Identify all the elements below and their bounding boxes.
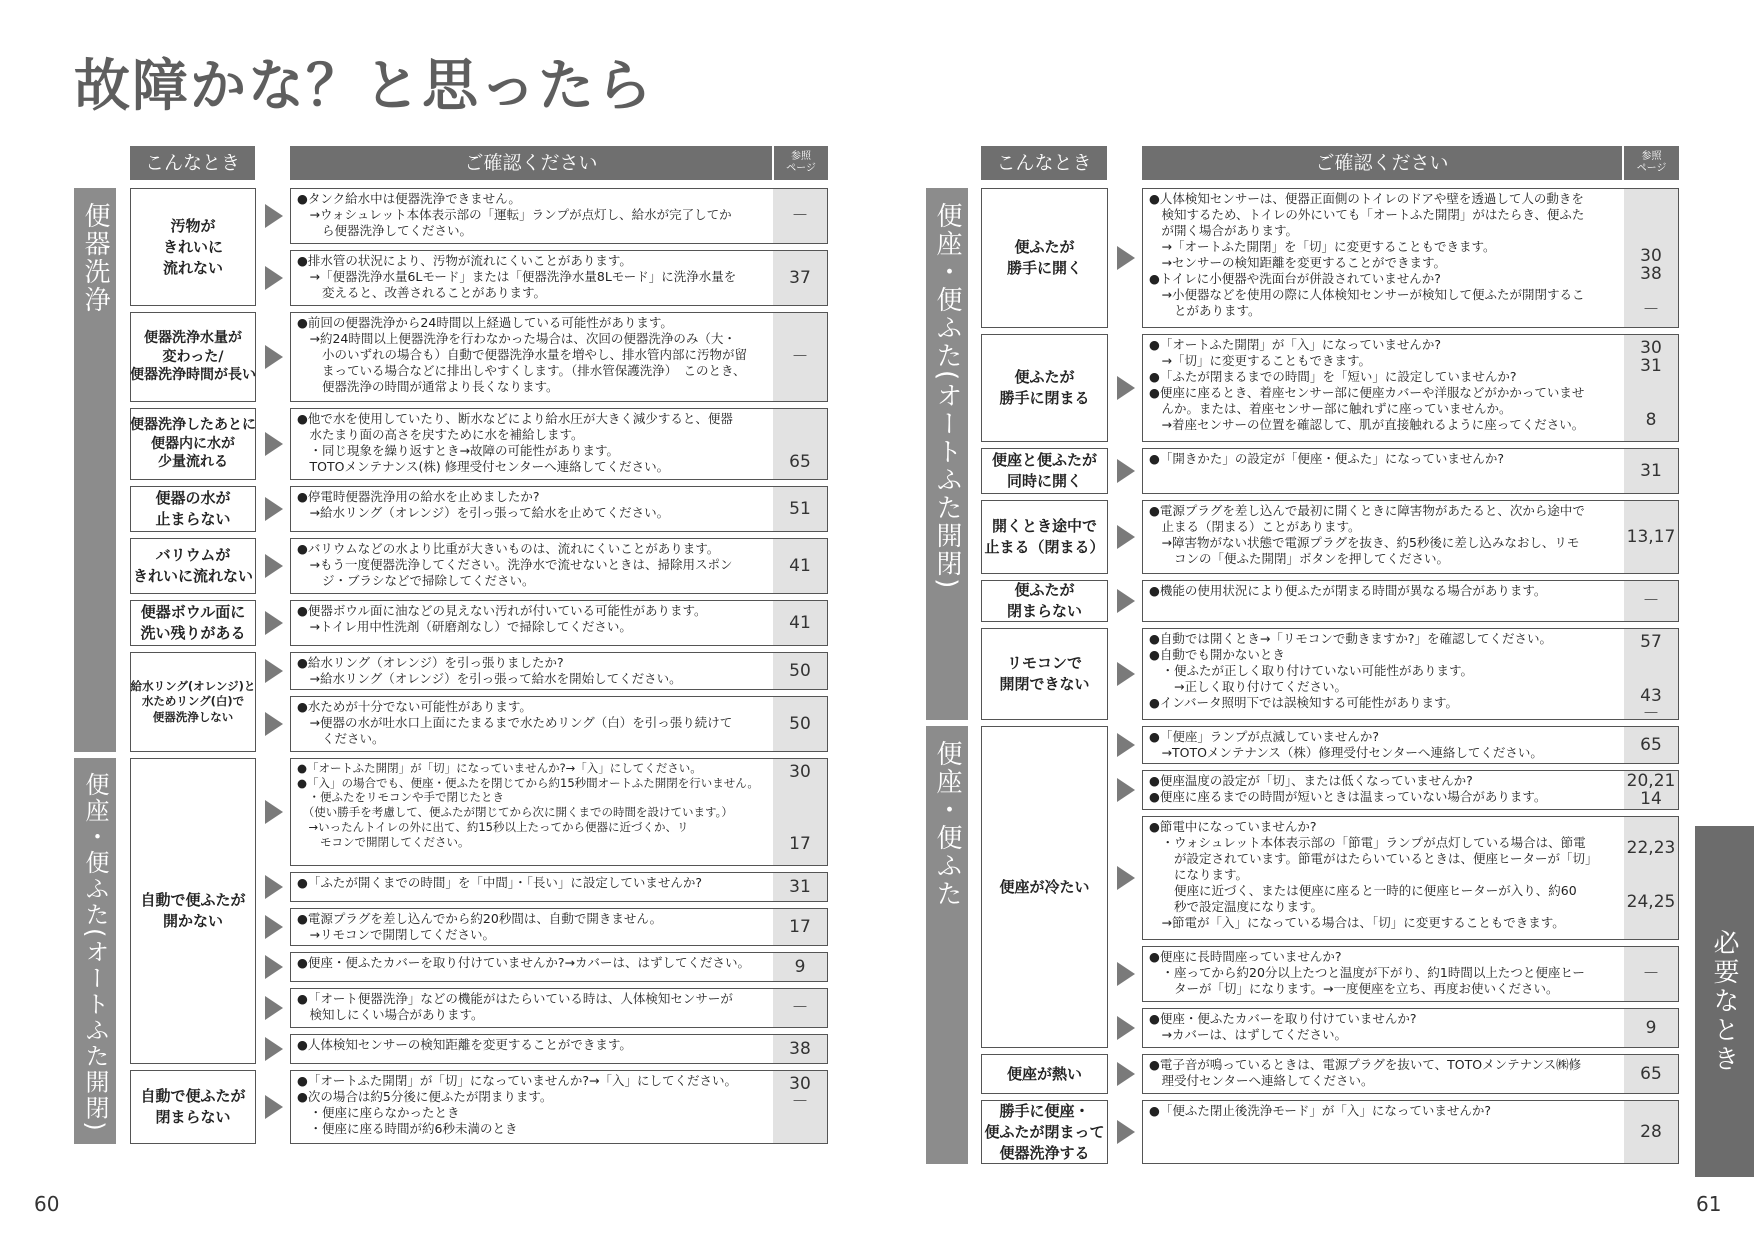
side-tab (1695, 826, 1754, 1177)
check-text: ●便座・便ふたカバーを取り付けていませんか? →カバーは、はずしてください。 (1149, 1011, 1417, 1042)
arrow-icon (1117, 525, 1135, 549)
check-text: ●「開きかた」の設定が「便座・便ふた」になっていませんか? (1149, 451, 1505, 466)
category-cat-seat-lid (926, 726, 968, 1164)
check-row (1142, 1054, 1679, 1094)
reference-page: － (773, 313, 827, 401)
reference-page: 20,21 14 (1624, 771, 1678, 809)
arrow-icon (1117, 246, 1135, 270)
reference-page: 57 43 － (1624, 629, 1678, 719)
reference-page: 31 (1624, 449, 1678, 493)
reference-page: 9 (1624, 1009, 1678, 1047)
reference-page: 22,23 24,25 (1624, 817, 1678, 939)
category-label: 便座・便ふた(オートふた開閉) (81, 772, 109, 1133)
arrow-icon (265, 611, 283, 635)
reference-page: 50 (773, 697, 827, 751)
category-cat-toilet-flush (74, 188, 116, 752)
check-text: ●「オートふた開閉」が「切」になっていませんか?→「入」にしてください。 ●次の場合は約5分後に便ふたが閉まります。 ・便座に座らなかったとき ・便座に座る時間が約6秒未満のとき (297, 1073, 738, 1136)
arrow-icon (1117, 962, 1135, 986)
arrow-icon (265, 1037, 283, 1061)
reference-page: 41 (773, 601, 827, 645)
check-row (1142, 770, 1679, 810)
check-text: ●「便座」ランプが点滅していませんか? →TOTOメンテナンス（株）修理受付センターへ連絡してください。 (1149, 729, 1543, 760)
symptom-cell: 開くとき途中で 止まる（閉まる） (981, 500, 1108, 574)
check-row (1142, 816, 1679, 940)
check-text: ●便座に長時間座っていませんか? ・座ってから約20分以上たつと温度が下がり、約1時間以上たつと便座ヒー ターが「切」になります。→一度便座を立ち、再度お使いください。 (1149, 949, 1585, 996)
arrow-icon (265, 955, 283, 979)
check-text: ●人体検知センサーの検知距離を変更することができます。 (297, 1037, 632, 1052)
reference-page: 30 31 8 (1624, 335, 1678, 441)
symptom-cell: 便器の水が 止まらない (130, 486, 256, 532)
check-row (290, 908, 828, 946)
symptom-cell: バリウムが きれいに流れない (130, 538, 256, 594)
check-text: ●電源プラグを差し込んで最初に開くときに障害物があたると、次から途中で 止まる（閉まる）ことがあります。 →障害物がない状態で電源プラグを抜き、約5秒後に差し込みなおし、リモ コンの「便ふた開閉」ボタンを押してください。 (1149, 503, 1585, 566)
check-text: ●排水管の状況により、汚物が流れにくいことがあります。 →「便器洗浄水量6Lモード」または「便器洗浄水量8Lモード」に洗浄水量を 変えると、改善されることがあります。 (297, 253, 737, 300)
check-text: ●便座・便ふたカバーを取り付けていませんか?→カバーは、はずしてください。 (297, 955, 751, 970)
check-text: ●タンク給水中は便器洗浄できません。 →ウォシュレット本体表示部の「運転」ランプが点灯し、給水が完了してか ら便器洗浄してください。 (297, 191, 732, 238)
check-row (1142, 1100, 1679, 1164)
check-text: ●人体検知センサーは、便器正面側のトイレのドアや壁を透過して人の動きを 検知するため、トイレの外にいても「オートふた開閉」がはたらき、便ふた が開く場合があります。 →「オートふた開閉」を「切」に変更することもできます。 →センサーの検知距離を変更することができます。 ●トイレに小便器や洗面台が併設されていませんか? →小便器などを使用の際に人体検知センサーが検知して便ふたが開閉するこ とがあります。 (1149, 191, 1585, 318)
header-check-right: ご確認ください (1142, 146, 1622, 180)
check-text: ●便座温度の設定が「切」、または低くなっていませんか? ●便座に座るまでの時間が短いときは温まっていない場合があります。 (1149, 773, 1547, 804)
symptom-cell: 便座が熱い (981, 1054, 1108, 1094)
check-row (1142, 1008, 1679, 1048)
arrow-icon (265, 345, 283, 369)
check-row (1142, 448, 1679, 494)
check-text: ●便器ボウル面に油などの見えない汚れが付いている可能性があります。 →トイレ用中性洗剤（研磨剤なし）で掃除してください。 (297, 603, 707, 634)
page-number-right: 61 (1696, 1192, 1722, 1216)
check-row (1142, 580, 1679, 622)
check-row (290, 188, 828, 244)
symptom-cell: 便座と便ふたが 同時に開く (981, 448, 1108, 494)
category-cat-seat-lid-auto (74, 758, 116, 1144)
check-text: ●「便ふた閉止後洗浄モード」が「入」になっていませんか? (1149, 1103, 1492, 1118)
reference-page: 65 (1624, 727, 1678, 763)
symptom-cell: 自動で便ふたが 開かない (130, 758, 256, 1064)
reference-page: 41 (773, 539, 827, 593)
symptom-cell: 便ふたが 勝手に閉まる (981, 334, 1108, 442)
arrow-icon (265, 266, 283, 290)
arrow-icon (265, 1095, 283, 1119)
arrow-icon (1117, 1062, 1135, 1086)
check-row (1142, 188, 1679, 328)
symptom-cell: 便ふたが 閉まらない (981, 580, 1108, 622)
check-row (1142, 946, 1679, 1002)
arrow-icon (265, 712, 283, 736)
reference-page: 37 (773, 251, 827, 305)
category-cat-seat-lid-auto-r (926, 188, 968, 720)
reference-page: 30 17 (773, 759, 827, 865)
arrow-icon (265, 800, 283, 824)
reference-page: 17 (773, 909, 827, 945)
reference-page: 51 (773, 487, 827, 531)
check-text: ●水ためが十分でない可能性があります。 →便器の水が吐水口上面にたまるまで水ためリング（白）を引っ張り続けて ください。 (297, 699, 733, 746)
check-text: ●バリウムなどの水より比重が大きいものは、流れにくいことがあります。 →もう一度便器洗浄してください。洗浄水で流せないときは、掃除用スポン ジ・ブラシなどで掃除してください。 (297, 541, 733, 588)
arrow-icon (265, 554, 283, 578)
check-text: ●機能の使用状況により便ふたが閉まる時間が異なる場合があります。 (1149, 583, 1547, 598)
check-text: ●電源プラグを差し込んでから約20秒間は、自動で開きません。 →リモコンで開閉してください。 (297, 911, 663, 942)
check-row (290, 696, 828, 752)
check-text: ●「オート便器洗浄」などの機能がはたらいている時は、人体検知センサーが 検知しにくい場合があります。 (297, 991, 733, 1022)
arrow-icon (265, 497, 283, 521)
arrow-icon (265, 996, 283, 1020)
category-label: 便器洗浄 (80, 202, 110, 314)
check-row (290, 758, 828, 866)
symptom-cell: 便ふたが 勝手に開く (981, 188, 1108, 328)
reference-page: 65 (773, 409, 827, 479)
check-row (290, 486, 828, 532)
arrow-icon (1117, 376, 1135, 400)
side-tab-label: 必要なとき (1709, 929, 1739, 1074)
symptom-cell: 給水リング(オレンジ)と 水ためリング(白)で 便器洗浄しない (130, 652, 256, 752)
check-row (290, 872, 828, 902)
header-situation-left: こんなとき (130, 146, 255, 180)
check-row (1142, 500, 1679, 574)
check-text: ●自動では開くとき→「リモコンで動きますか?」を確認してください。 ●自動でも開かないとき ・便ふたが正しく取り付けていない可能性があります。 →正しく取り付けてください。 ●インバータ照明下では誤検知する可能性があります。 (1149, 631, 1553, 710)
reference-page: 9 (773, 953, 827, 981)
check-row (290, 1034, 828, 1064)
arrow-icon (265, 875, 283, 899)
reference-page: 13,17 (1624, 501, 1678, 573)
check-row (1142, 334, 1679, 442)
check-row (1142, 726, 1679, 764)
header-check-left: ご確認ください (290, 146, 772, 180)
reference-page: 28 (1624, 1101, 1678, 1163)
reference-page: － (773, 989, 827, 1027)
category-label: 便座・便ふた (932, 740, 962, 908)
arrow-icon (1117, 733, 1135, 757)
arrow-icon (265, 204, 283, 228)
check-row (290, 250, 828, 306)
arrow-icon (1117, 662, 1135, 686)
check-row (290, 652, 828, 690)
check-row (290, 952, 828, 982)
symptom-cell: 汚物が きれいに 流れない (130, 188, 256, 306)
arrow-icon (1117, 866, 1135, 890)
check-row (290, 988, 828, 1028)
check-row (290, 408, 828, 480)
reference-page: 30 38 － (1624, 189, 1678, 327)
check-text: ●「ふたが開くまでの時間」を「中間」・「長い」に設定していませんか? (297, 875, 703, 890)
symptom-cell: 便座が冷たい (981, 726, 1108, 1048)
reference-page: － (1624, 947, 1678, 1001)
check-row (290, 538, 828, 594)
arrow-icon (1117, 1120, 1135, 1144)
page-title: 故障かな？と思ったら (74, 54, 654, 119)
reference-page: 38 (773, 1035, 827, 1063)
reference-page: 30 － (773, 1071, 827, 1143)
header-ref-right: 参照 ページ (1624, 146, 1679, 180)
check-text: ●「オートふた開閉」が「入」になっていませんか? →「切」に変更することもできます。 ●「ふたが閉まるまでの時間」を「短い」に設定していませんか? ●便座に座るとき、着座センサー部に便座カバーや洋服などがかかっていませ んか。または、着座センサー部に触れずに座っていませんか。 →着座センサーの位置を確認して、肌が直接触れるように座ってください。 (1149, 337, 1585, 432)
arrow-icon (265, 659, 283, 683)
check-text: ●「オートふた開閉」が「切」になっていませんか?→「入」にしてください。 ●「入」の場合でも、便座・便ふたを閉じてから約15秒間オートふた開閉を行いません。 ・便ふたをリモコンや手で閉じたとき （使い勝手を考慮して、便ふたが閉じてから次に開くまでの時間を設けています。） →いったんトイレの外に出て、約15秒以上たってから便器に近づくか、リ モコンで開閉してください。 (297, 761, 759, 849)
arrow-icon (265, 432, 283, 456)
check-text: ●停電時便器洗浄用の給水を止めましたか? →給水リング（オレンジ）を引っ張って給水を止めてください。 (297, 489, 670, 520)
category-label: 便座・便ふた(オートふた開閉) (932, 202, 962, 591)
arrow-icon (1117, 459, 1135, 483)
header-situation-right: こんなとき (981, 146, 1107, 180)
reference-page: 50 (773, 653, 827, 689)
check-text: ●電子音が鳴っているときは、電源プラグを抜いて、TOTOメンテナンス㈱修 理受付センターへ連絡してください。 (1149, 1057, 1582, 1088)
check-text: ●節電中になっていませんか? ・ウォシュレット本体表示部の「節電」ランプが点灯している場合は、節電 が設定されています。節電がはたらいているときは、便座ヒーターが「切」 になります。 便座に近づく、または便座に座ると一時的に便座ヒーターが入り、約60 秒で設定温度になります。 →節電が「入」になっている場合は、「切」に変更することもできます。 (1149, 819, 1598, 930)
arrow-icon (1117, 778, 1135, 802)
arrow-icon (265, 915, 283, 939)
page-number-left: 60 (34, 1192, 60, 1216)
check-text: ●前回の便器洗浄から24時間以上経過している可能性があります。 →約24時間以上便器洗浄を行わなかった場合は、次回の便器洗浄のみ（大・ 小のいずれの場合も）自動で便器洗浄水量を増やし、排水管内部に汚物が留 まっている場合などに排出しやすくします。（排水管保護洗浄） このとき、 便器洗浄の時間が通常より長くなります。 (297, 315, 748, 394)
check-text: ●給水リング（オレンジ）を引っ張りましたか? →給水リング（オレンジ）を引っ張って給水を開始してください。 (297, 655, 682, 686)
symptom-cell: 便器洗浄したあとに 便器内に水が 少量流れる (130, 408, 256, 480)
arrow-icon (1117, 1016, 1135, 1040)
check-row (290, 312, 828, 402)
symptom-cell: 便器洗浄水量が 変わった/ 便器洗浄時間が長い (130, 312, 256, 402)
check-text: ●他で水を使用していたり、断水などにより給水圧が大きく減少すると、便器 水たまり面の高さを戻すために水を補給します。 ・同じ現象を繰り返すとき→故障の可能性があります。 TOTOメンテナンス(株) 修理受付センターへ連絡してください。 (297, 411, 733, 474)
reference-page: － (1624, 581, 1678, 621)
symptom-cell: 自動で便ふたが 閉まらない (130, 1070, 256, 1144)
check-row (290, 600, 828, 646)
reference-page: － (773, 189, 827, 243)
check-row (290, 1070, 828, 1144)
check-row (1142, 628, 1679, 724)
header-ref-left: 参照 ページ (774, 146, 828, 180)
reference-page: 65 (1624, 1055, 1678, 1093)
symptom-cell: 勝手に便座・ 便ふたが閉まって 便器洗浄する (981, 1100, 1108, 1164)
arrow-icon (1117, 589, 1135, 613)
symptom-cell: リモコンで 開閉できない (981, 628, 1108, 720)
symptom-cell: 便器ボウル面に 洗い残りがある (130, 600, 256, 646)
reference-page: 31 (773, 873, 827, 901)
